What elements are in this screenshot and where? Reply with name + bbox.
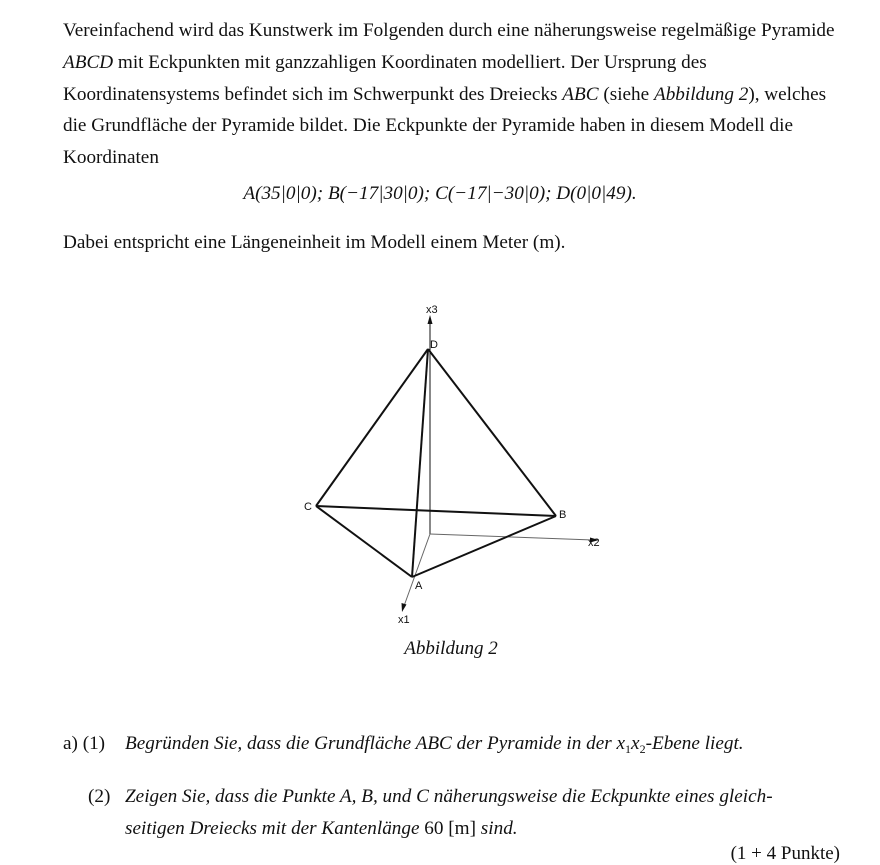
x3-arrow	[428, 315, 433, 324]
task-a2	[88, 781, 773, 845]
label-x3: x3	[426, 304, 438, 316]
plane-symbol: $x_1x_2$	[616, 733, 646, 756]
task-a2-line2-pre: seitigen Dreiecks mit der Kantenlänge	[125, 817, 425, 839]
task-a2-line2-post: sind.	[480, 817, 518, 839]
intro-paragraph: Vereinfachend wird das Kunstwerk im Folgenden durch eine näherungsweise regelmäßige Pyramide ABCD mit Eckpunkten mit ganzzahligen Koordinaten modelliert. Der Ursprung des Koordinatensystems befindet sich im Schwerpunkt des Dreiecks ABC (siehe Abbildung 2), welches die Grundfläche der Pyramide bildet. Die Eckpunkte der Pyramide haben in diesem Modell die Koordinaten	[63, 20, 835, 169]
edge-CB	[316, 506, 556, 516]
label-A: A	[415, 580, 423, 592]
edge-CA	[316, 506, 412, 577]
task-a1-text-post: -Ebene liegt.	[645, 733, 744, 754]
label-x1: x1	[398, 614, 410, 626]
label-D: D	[430, 339, 438, 351]
task-a2-value: 60	[424, 817, 444, 839]
pyramid-figure	[290, 298, 610, 628]
points-note: (1 + 4 Punkte)	[730, 843, 840, 864]
label-C: C	[304, 501, 312, 513]
task-a2-line1: Zeigen Sie, dass die Punkte A, B, und C näherungsweise die Eckpunkte eines gleich-	[125, 786, 773, 807]
edge-DA	[412, 349, 428, 577]
task-a2-unit: [m]	[443, 817, 481, 839]
figure-caption: Abbildung 2	[404, 638, 498, 659]
coordinates-formula: A(35|0|0); B(−17|30|0); C(−17|−30|0); D(0|0|49).	[243, 183, 637, 204]
task-a2-number: (2)	[88, 786, 111, 807]
unit-note: Dabei entspricht eine Längeneinheit im Modell einem Meter (m).	[63, 232, 566, 253]
label-B: B	[559, 509, 567, 521]
task-a1	[63, 728, 744, 766]
task-a1-text-pre: Begründen Sie, dass die Grundfläche ABC der Pyramide in der	[125, 733, 617, 754]
task-a-label: a)	[63, 733, 78, 754]
x1-arrow	[402, 603, 407, 612]
task-a1-number: (1)	[82, 733, 106, 754]
edge-CD	[316, 349, 428, 506]
edge-DB	[428, 349, 556, 516]
edge-AB	[412, 516, 556, 577]
label-x2: x2	[588, 537, 600, 549]
